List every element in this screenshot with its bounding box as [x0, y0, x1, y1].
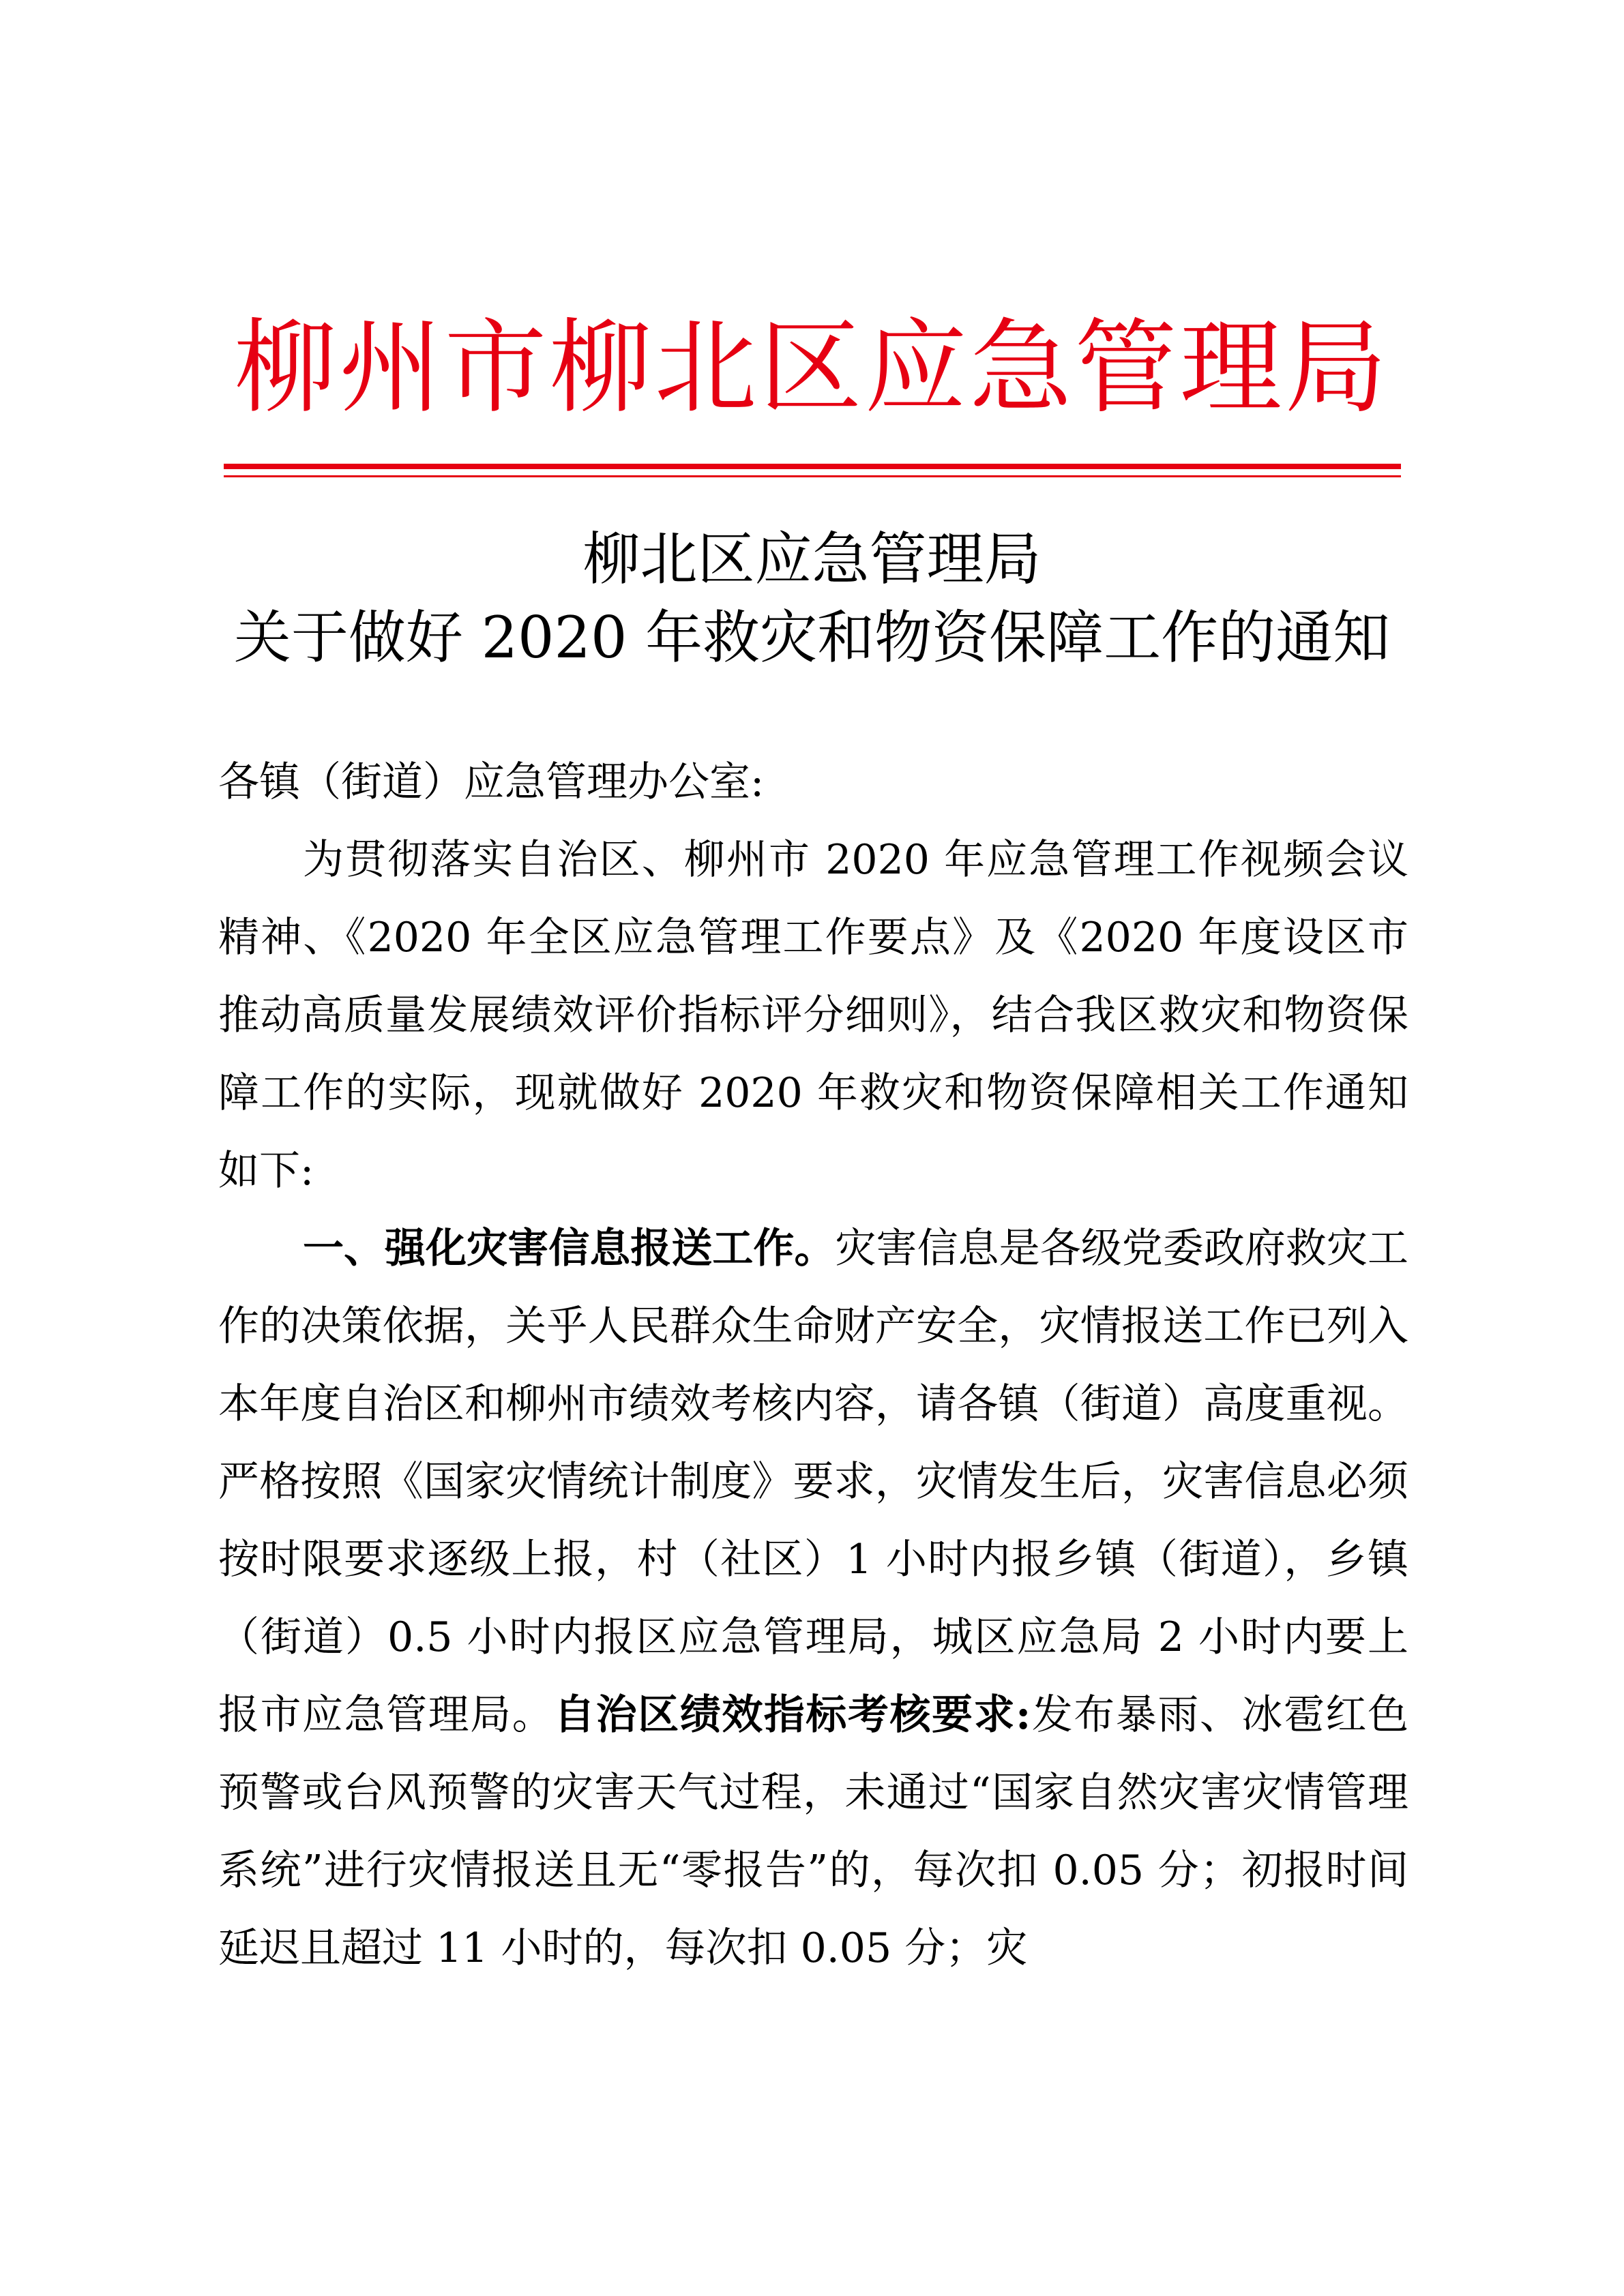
salutation: 各镇（街道）应急管理办公室: [218, 758, 765, 806]
masthead-org-name: 柳州市柳北区应急管理局 [234, 309, 1390, 428]
section1-text1: 灾害信息是各级党委政府救灾工作的决策依据，关乎人民群众生命财产安全，灾情报送工作已列入本年度自治区和柳州市绩效考核内容，请各镇（街道）高度重视。严格按照《国家灾情统计制度》要求，灾情发生后，灾害信息必须按时限要求逐级上报，村（社区）1 小时内报乡镇（街道），乡镇（街道）0.5 小时内报区应急管理局，城区应急局 2 小时内要上报市应急管理局。 [218, 1225, 1408, 1739]
document-title-line1: 柳北区应急管理局 [582, 526, 1042, 593]
document-body [218, 743, 1408, 1987]
document-title-line2: 关于做好 2020 年救灾和物资保障工作的通知 [233, 604, 1391, 671]
section1-heading: 一、强化灾害信息报送工作。 [303, 1225, 836, 1272]
intro-paragraph: 为贯彻落实自治区、柳州市 2020 年应急管理工作视频会议精神、《2020 年全区应急管理工作要点》及《2020 年度设区市推动高质量发展绩效评价指标评分细则》，结合我区救灾和物资保障工作的实际，现就做好 2020 年救灾和物资保障相关工作通知如下: [218, 836, 1408, 1195]
section1-paragraph [218, 1210, 1408, 1987]
masthead-divider-thick [224, 464, 1401, 469]
masthead-divider-thin [224, 475, 1401, 477]
section1-text2: 发布暴雨、冰雹红色预警或台风预警的灾害天气过程，未通过“国家自然灾害灾情管理系统”进行灾情报送且无“零报告”的，每次扣 0.05 分；初报时间延迟且超过 11 小时的，每次扣 0.05 分；灾 [218, 1691, 1409, 1972]
section1-subheading: 自治区绩效指标考核要求: [554, 1691, 1031, 1739]
